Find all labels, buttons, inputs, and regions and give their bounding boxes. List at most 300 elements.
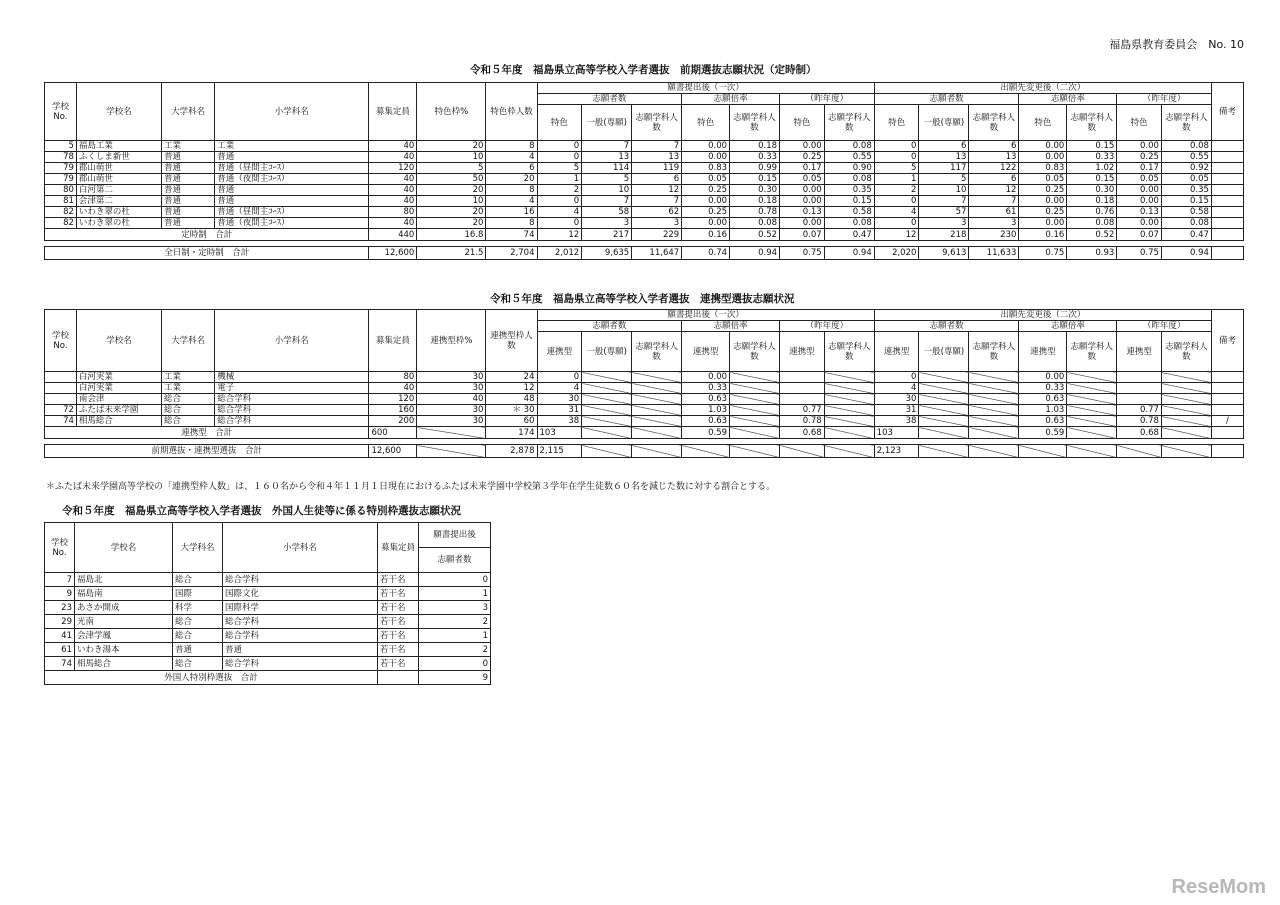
table-cell: 4: [537, 207, 582, 218]
table-cell: 7: [919, 196, 969, 207]
table-cell: 福島工業: [76, 141, 161, 152]
col-dept-count: 志願学科人数: [1067, 332, 1117, 372]
table-row: [45, 185, 1244, 196]
table-cell: 122: [969, 163, 1019, 174]
col-renkei: 連携型: [1019, 332, 1067, 372]
table-cell: 若干名: [378, 657, 419, 671]
table-cell: 48: [486, 394, 537, 405]
table-cell: 0.33: [1019, 383, 1067, 394]
table-row: [45, 615, 491, 629]
note-cell: [1211, 152, 1243, 163]
note-cell: [1211, 445, 1243, 458]
table-cell: 郡山萌世: [76, 163, 161, 174]
empty-cell: [919, 383, 969, 394]
table-cell: 普通: [223, 643, 378, 657]
col-school-no: 学校No.: [45, 310, 77, 372]
table-cell: 81: [45, 196, 77, 207]
table-row: [45, 218, 1244, 229]
table2-title: 令和５年度 福島県立高等学校入学者選抜 連携型選抜志願状況: [490, 293, 795, 305]
table-cell: 総合学科: [215, 394, 369, 405]
table-cell: 6: [919, 141, 969, 152]
table-cell: 0.92: [1161, 163, 1211, 174]
empty-cell: [1117, 445, 1162, 458]
table-cell: 2: [874, 185, 919, 196]
table-cell: [45, 383, 77, 394]
note-cell: [1211, 207, 1243, 218]
table-cell: 40: [369, 383, 417, 394]
col-first-round: 願書提出後（一次）: [537, 310, 874, 321]
col-dept-count: 志願学科人数: [969, 332, 1019, 372]
table-cell: 普通（夜間主ｺｰｽ）: [215, 174, 369, 185]
table-cell: 10: [417, 152, 486, 163]
table-cell: 21.5: [417, 247, 486, 260]
table-cell: 若干名: [378, 615, 419, 629]
table-cell: 20: [417, 185, 486, 196]
table-cell: 16: [486, 207, 537, 218]
empty-cell: [730, 427, 780, 439]
table-cell: 4: [874, 383, 919, 394]
table-cell: 1: [874, 174, 919, 185]
grand-total-row: [45, 247, 1244, 260]
empty-cell: [582, 405, 632, 416]
table-cell: 12,600: [369, 247, 417, 260]
table-cell: いわき翠の杜: [76, 207, 161, 218]
col-course: 小学科名: [215, 310, 369, 372]
col-school: 学校名: [75, 523, 173, 573]
table-cell: 20: [417, 141, 486, 152]
table-cell: 0.94: [730, 247, 780, 260]
col-dept-count: 志願学科人数: [1161, 105, 1211, 141]
empty-cell: [824, 383, 874, 394]
col-renkei: 連携型: [1117, 332, 1162, 372]
table-cell: 福島南: [75, 587, 173, 601]
table-cell: 0.25: [1117, 152, 1162, 163]
grand-total-label: 全日制・定時制 合計: [45, 247, 369, 260]
subtotal-row: [45, 229, 1244, 241]
table-cell: 5: [874, 163, 919, 174]
table-cell: 80: [45, 185, 77, 196]
col-quota-n: 特色枠人数: [486, 83, 537, 141]
col-renkei-n: 連携型枠人数: [486, 310, 537, 372]
table-cell: 会津学鳳: [75, 629, 173, 643]
empty-cell: [1067, 416, 1117, 427]
col-applicants: 志願者数: [419, 548, 491, 573]
table-cell: 12,600: [369, 445, 417, 458]
table2-footnote: ＊ふたば未来学園高等学校の「連携型枠人数」は、１６０名から令和４年１１月１日現在におけるふたば未来学園中学校第３学年在学生徒数６０名を減じた数に対する割合とする。: [46, 482, 776, 492]
table-cell: [1117, 372, 1162, 383]
table-cell: 80: [369, 207, 417, 218]
table-cell: 0.99: [730, 163, 780, 174]
empty-cell: [919, 405, 969, 416]
col-renkei: 連携型: [780, 332, 825, 372]
table-cell: 普通（昼間主ｺｰｽ）: [215, 163, 369, 174]
table-cell: 4: [537, 383, 582, 394]
col-renkei: 連携型: [874, 332, 919, 372]
table-cell: 30: [537, 394, 582, 405]
table-cell: 若干名: [378, 629, 419, 643]
table-cell: 0.15: [730, 174, 780, 185]
table-cell: 0.59: [682, 427, 730, 439]
table-cell: 174: [486, 427, 537, 439]
table-cell: 0.58: [1161, 207, 1211, 218]
table-cell: 0.52: [730, 229, 780, 241]
table-cell: 若干名: [378, 601, 419, 615]
table-cell: 0.17: [780, 163, 825, 174]
table-cell: 0.00: [1117, 196, 1162, 207]
col-general: 一般(専願): [582, 332, 632, 372]
table-cell: 6: [632, 174, 682, 185]
table-cell: 白河実業: [76, 372, 161, 383]
table-cell: 0.08: [824, 218, 874, 229]
table-cell: ＊ 30: [486, 405, 537, 416]
table-cell: 0: [537, 218, 582, 229]
subtotal-row: [45, 427, 1244, 439]
empty-cell: [1067, 405, 1117, 416]
table-cell: 0.47: [824, 229, 874, 241]
table-cell: ふたば未来学園: [76, 405, 161, 416]
empty-cell: [969, 416, 1019, 427]
table-cell: 会津第二: [76, 196, 161, 207]
table-cell: 30: [417, 405, 486, 416]
table-cell: 217: [582, 229, 632, 241]
table-cell: 普通: [162, 207, 215, 218]
table-cell: 0.25: [682, 185, 730, 196]
table-cell: 12: [874, 229, 919, 241]
table-row: [45, 163, 1244, 174]
table-cell: 119: [632, 163, 682, 174]
table-cell: 総合: [173, 615, 223, 629]
table-cell: 0.30: [730, 185, 780, 196]
table-cell: [45, 394, 77, 405]
table-cell: 若干名: [378, 573, 419, 587]
col-dept-count: 志願学科人数: [632, 105, 682, 141]
col-dept: 大学科名: [162, 83, 215, 141]
table-row: [45, 174, 1244, 185]
table-cell: 31: [874, 405, 919, 416]
empty-cell: [730, 445, 780, 458]
table-cell: 82: [45, 218, 77, 229]
table-cell: 160: [369, 405, 417, 416]
table-cell: 普通: [162, 185, 215, 196]
table-cell: 0.00: [1117, 185, 1162, 196]
table-cell: 38: [537, 416, 582, 427]
table-cell: 0.00: [682, 196, 730, 207]
table-cell: 0.13: [1117, 207, 1162, 218]
table-cell: [1117, 383, 1162, 394]
table-cell: 20: [486, 174, 537, 185]
table-cell: 0.00: [1019, 196, 1067, 207]
table-cell: 0: [537, 152, 582, 163]
empty-cell: [969, 445, 1019, 458]
table-cell: 0: [419, 657, 491, 671]
table-cell: 0.47: [1161, 229, 1211, 241]
table-cell: 7: [45, 573, 75, 587]
empty-cell: [969, 405, 1019, 416]
col-capacity: 募集定員: [369, 83, 417, 141]
col-dept-count: 志願学科人数: [969, 105, 1019, 141]
table-cell: 78: [45, 152, 77, 163]
table-cell: 38: [874, 416, 919, 427]
empty-cell: [1067, 445, 1117, 458]
table-cell: 4: [874, 207, 919, 218]
col-tokushoku: 特色: [682, 105, 730, 141]
table-cell: 0.63: [1019, 416, 1067, 427]
table-row: [45, 601, 491, 615]
empty-cell: [824, 372, 874, 383]
table-row: [45, 207, 1244, 218]
table-cell: 0: [537, 141, 582, 152]
table-cell: 0.63: [1019, 394, 1067, 405]
table-cell: 白河実業: [76, 383, 161, 394]
table-cell: 総合: [173, 573, 223, 587]
table-cell: 若干名: [378, 643, 419, 657]
table-cell: 13: [919, 152, 969, 163]
table-cell: 2: [419, 643, 491, 657]
empty-cell: [582, 427, 632, 439]
col-dept-count: 志願学科人数: [824, 332, 874, 372]
table-cell: 9: [45, 587, 75, 601]
table-cell: 普通（夜間主ｺｰｽ）: [215, 218, 369, 229]
table-cell: 23: [45, 601, 75, 615]
table-cell: 30: [417, 383, 486, 394]
table-cell: 普通: [162, 163, 215, 174]
empty-cell: [780, 445, 825, 458]
col-prev: （昨年度）: [1117, 94, 1212, 105]
table-cell: 9,635: [582, 247, 632, 260]
empty-cell: [582, 416, 632, 427]
table-cell: 普通: [162, 152, 215, 163]
table-cell: 1.03: [1019, 405, 1067, 416]
table-cell: 0.17: [1117, 163, 1162, 174]
table-cell: 229: [632, 229, 682, 241]
note-cell: [1211, 229, 1243, 241]
table-cell: いわき湯本: [75, 643, 173, 657]
table-cell: 0.75: [1117, 247, 1162, 260]
empty-cell: [1161, 405, 1211, 416]
table-cell: 103: [537, 427, 582, 439]
note-cell: [1211, 174, 1243, 185]
table-cell: 24: [486, 372, 537, 383]
table-cell: 0.74: [682, 247, 730, 260]
table-cell: 61: [45, 643, 75, 657]
empty-cell: [969, 383, 1019, 394]
table-cell: 0.35: [824, 185, 874, 196]
table-cell: 79: [45, 174, 77, 185]
table-cell: 0: [874, 218, 919, 229]
grand-total-label: 前期選抜・連携型選抜 合計: [45, 445, 369, 458]
col-first-round: 願書提出後（一次）: [537, 83, 874, 94]
table-cell: 0.58: [824, 207, 874, 218]
table-cell: 普通: [162, 196, 215, 207]
table-cell: 74: [45, 657, 75, 671]
table-cell: 0.90: [824, 163, 874, 174]
table-row: [45, 657, 491, 671]
col-dept-count: 志願学科人数: [1161, 332, 1211, 372]
col-tokushoku: 特色: [1117, 105, 1162, 141]
empty-cell: [730, 416, 780, 427]
table-cell: 0.76: [1067, 207, 1117, 218]
table-cell: 3: [582, 218, 632, 229]
empty-cell: [1161, 416, 1211, 427]
table-cell: 0.93: [1067, 247, 1117, 260]
table-row: [45, 629, 491, 643]
note-cell: [1211, 141, 1243, 152]
page-header-org: 福島県教育委員会 No. 10: [1109, 38, 1244, 51]
table-cell: 4: [486, 152, 537, 163]
table1-title: 令和５年度 福島県立高等学校入学者選抜 前期選抜志願状況（定時制）: [470, 64, 817, 76]
table-cell: 0.07: [1117, 229, 1162, 241]
table-cell: 0: [874, 141, 919, 152]
empty-cell: [824, 394, 874, 405]
table-cell: 50: [417, 174, 486, 185]
empty-cell: [824, 405, 874, 416]
table-cell: 総合学科: [223, 629, 378, 643]
table-row: [45, 643, 491, 657]
table-cell: [1117, 394, 1162, 405]
table-cell: 7: [632, 196, 682, 207]
table-cell: 総合: [162, 416, 215, 427]
col-tokushoku: 特色: [874, 105, 919, 141]
table-cell: 白河第二: [76, 185, 161, 196]
table-cell: 40: [369, 196, 417, 207]
table-cell: 0.77: [780, 405, 825, 416]
table-cell: 120: [369, 163, 417, 174]
table-cell: 103: [874, 427, 919, 439]
table-cell: 2,878: [486, 445, 537, 458]
table-cell: [780, 383, 825, 394]
empty-cell: [682, 445, 730, 458]
empty-cell: [919, 416, 969, 427]
col-school-no: 学校No.: [45, 83, 77, 141]
empty-cell: [1161, 372, 1211, 383]
table1-teijisei: [44, 82, 1244, 260]
table-cell: 7: [582, 141, 632, 152]
table-cell: 79: [45, 163, 77, 174]
table-cell: 6: [969, 141, 1019, 152]
table-cell: 62: [632, 207, 682, 218]
empty-cell: [1161, 394, 1211, 405]
table-cell: 0.00: [1019, 152, 1067, 163]
table-cell: 40: [417, 394, 486, 405]
table-cell: 総合: [173, 657, 223, 671]
col-second-round: 出願先変更後（二次）: [874, 310, 1211, 321]
empty-cell: [632, 372, 682, 383]
table-cell: 0.05: [1161, 174, 1211, 185]
table-cell: 0.30: [1067, 185, 1117, 196]
table-cell: 0.33: [1067, 152, 1117, 163]
col-renkei: 連携型: [537, 332, 582, 372]
empty-cell: [632, 383, 682, 394]
empty-cell: [919, 372, 969, 383]
table-cell: 0.94: [1161, 247, 1211, 260]
table-row: [45, 405, 1244, 416]
table-row: [45, 372, 1244, 383]
col-dept-count: 志願学科人数: [824, 105, 874, 141]
table-cell: 0.15: [1067, 141, 1117, 152]
empty-cell: [1161, 427, 1211, 439]
table-cell: 230: [969, 229, 1019, 241]
empty-cell: [730, 383, 780, 394]
table-cell: 2,012: [537, 247, 582, 260]
table-cell: 2: [419, 615, 491, 629]
table-cell: 2,123: [874, 445, 919, 458]
table-cell: 国際: [173, 587, 223, 601]
table-cell: 117: [919, 163, 969, 174]
empty-cell: [582, 383, 632, 394]
table3-foreign-students: [44, 522, 491, 685]
empty-cell: [1067, 383, 1117, 394]
table-cell: 0.55: [1161, 152, 1211, 163]
table-cell: 0.77: [1117, 405, 1162, 416]
table-cell: 1.02: [1067, 163, 1117, 174]
table-cell: 0.08: [824, 174, 874, 185]
table-cell: 29: [45, 615, 75, 629]
table-cell: 0.00: [682, 218, 730, 229]
empty-cell: [730, 405, 780, 416]
table-cell: 5: [417, 163, 486, 174]
table-cell: 0.52: [1067, 229, 1117, 241]
table-cell: 科学: [173, 601, 223, 615]
note-cell: [1211, 196, 1243, 207]
col-dept-count: 志願学科人数: [730, 332, 780, 372]
table-cell: 7: [632, 141, 682, 152]
col-school: 学校名: [76, 83, 161, 141]
table-cell: 20: [417, 218, 486, 229]
table-cell: 工業: [215, 141, 369, 152]
table-cell: 12: [486, 383, 537, 394]
table-cell: 国際文化: [223, 587, 378, 601]
col-after-submission: 願書提出後: [419, 523, 491, 548]
table-cell: 0.00: [780, 196, 825, 207]
col-second-round: 出願先変更後（二次）: [874, 83, 1211, 94]
table-cell: 40: [369, 185, 417, 196]
table-cell: 総合学科: [223, 573, 378, 587]
table-cell: 0.83: [1019, 163, 1067, 174]
table-cell: 7: [969, 196, 1019, 207]
empty-cell: [1067, 427, 1117, 439]
empty-cell: [632, 405, 682, 416]
empty-cell: [632, 416, 682, 427]
subtotal-label: 定時制 合計: [45, 229, 369, 241]
table-cell: 1: [419, 587, 491, 601]
table-cell: 総合学科: [223, 657, 378, 671]
empty-cell: [969, 394, 1019, 405]
table-cell: 若干名: [378, 587, 419, 601]
table-cell: 0.25: [1019, 185, 1067, 196]
col-dept: 大学科名: [162, 310, 215, 372]
col-applicants: 志願者数: [874, 321, 1019, 332]
col-note: 備考: [1211, 310, 1243, 372]
grand-total-row: [45, 445, 1244, 458]
table-cell: 0.75: [1019, 247, 1067, 260]
table-cell: 工業: [162, 141, 215, 152]
table-cell: 2,115: [537, 445, 582, 458]
note-cell: /: [1211, 416, 1243, 427]
table-cell: 2,704: [486, 247, 537, 260]
table-row: [45, 383, 1244, 394]
table-cell: 72: [45, 405, 77, 416]
table-cell: 0.18: [1067, 196, 1117, 207]
resemom-logo: ReseMom: [1171, 876, 1266, 898]
empty-cell: [824, 445, 874, 458]
table-cell: ふくしま新世: [76, 152, 161, 163]
table-cell: 1: [419, 629, 491, 643]
table-cell: 総合: [162, 405, 215, 416]
empty-cell: [824, 416, 874, 427]
empty-cell: [1067, 394, 1117, 405]
col-note: 備考: [1211, 83, 1243, 141]
total-row: [45, 671, 491, 685]
